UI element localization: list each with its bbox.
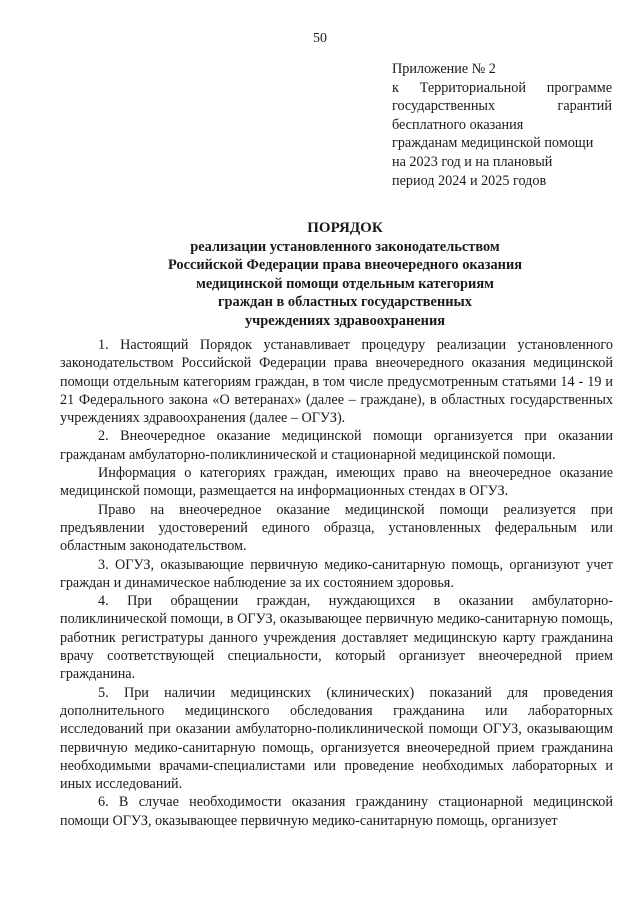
title-main: ПОРЯДОК (307, 220, 383, 236)
document-body (60, 336, 613, 830)
document-title (60, 219, 630, 331)
appendix-line: государственных гарантий (392, 98, 612, 115)
appendix-line: Приложение № 2 (392, 61, 496, 77)
title-line: Российской Федерации права внеочередного оказания (167, 257, 523, 274)
title-line: медицинской помощи отдельным категориям (196, 275, 494, 292)
paragraph: 3. ОГУЗ, оказывающие первичную медико-санитарную помощь, организуют учет граждан и динамическое наблюдение за их состоянием здоровья. (60, 556, 613, 591)
paragraph: 6. В случае необходимости оказания гражданину стационарной медицинской помощи ОГУЗ, оказывающее первичную медико-санитарную помощь, организует (60, 794, 613, 829)
appendix-line: период 2024 и 2025 годов (392, 172, 547, 189)
appendix-header (392, 60, 612, 190)
paragraph: Информация о категориях граждан, имеющих право на внеочередное оказание медицинской помощи, размещается на информационных стендах в ОГУЗ. (60, 465, 613, 500)
appendix-line: к Территориальной программе (392, 79, 612, 96)
paragraph: 5. При наличии медицинских (клинических) показаний для проведения дополнительного медицинского обследования гражданина или лабораторных исследований при оказании амбулаторно-поликлинической помощи ОГУЗ, оказывающим первичную медико-санитарную помощь, организуется внеочередной прием гражданина необходимыми врачами-специалистами или проведение необходимых лабораторных и иных исследований. (60, 684, 613, 793)
paragraph: Право на внеочередное оказание медицинской помощи реализуется при предъявлении удостоверений единого образца, установленных федеральным или областным законодательством. (60, 501, 613, 555)
paragraph: 1. Настоящий Порядок устанавливает процедуру реализации установленного законодательством Российской Федерации права внеочередного оказания медицинской помощи отдельным категориям граждан, в том числе предусмотренным статьями 14 - 19 и 21 Федерального закона «О ветеранах» (далее – граждане), в областных государственных учреждениях здравоохранения (далее – ОГУЗ). (60, 337, 613, 427)
appendix-line: бесплатного оказания (392, 116, 524, 133)
title-line: реализации установленного законодательством (190, 238, 500, 255)
paragraph: 2. Внеочередное оказание медицинской помощи организуется при оказании гражданам амбулаторно-поликлинической и стационарной медицинской помощи. (60, 428, 613, 463)
title-line: учреждениях здравоохранения (244, 312, 446, 329)
page-number: 50 (313, 31, 327, 46)
appendix-line: гражданам медицинской помощи (392, 135, 594, 152)
paragraph: 4. При обращении граждан, нуждающихся в оказании амбулаторно-поликлинической помощи, в ОГУЗ, оказывающее первичную медико-санитарную помощь, работник регистратуры данного учреждения доставляет медицинскую карту гражданина врачу соответствующей специальности, который организует внеочередной прием гражданина. (60, 593, 613, 683)
appendix-line: на 2023 год и на плановый (392, 153, 553, 170)
title-line: граждан в областных государственных (218, 294, 472, 311)
